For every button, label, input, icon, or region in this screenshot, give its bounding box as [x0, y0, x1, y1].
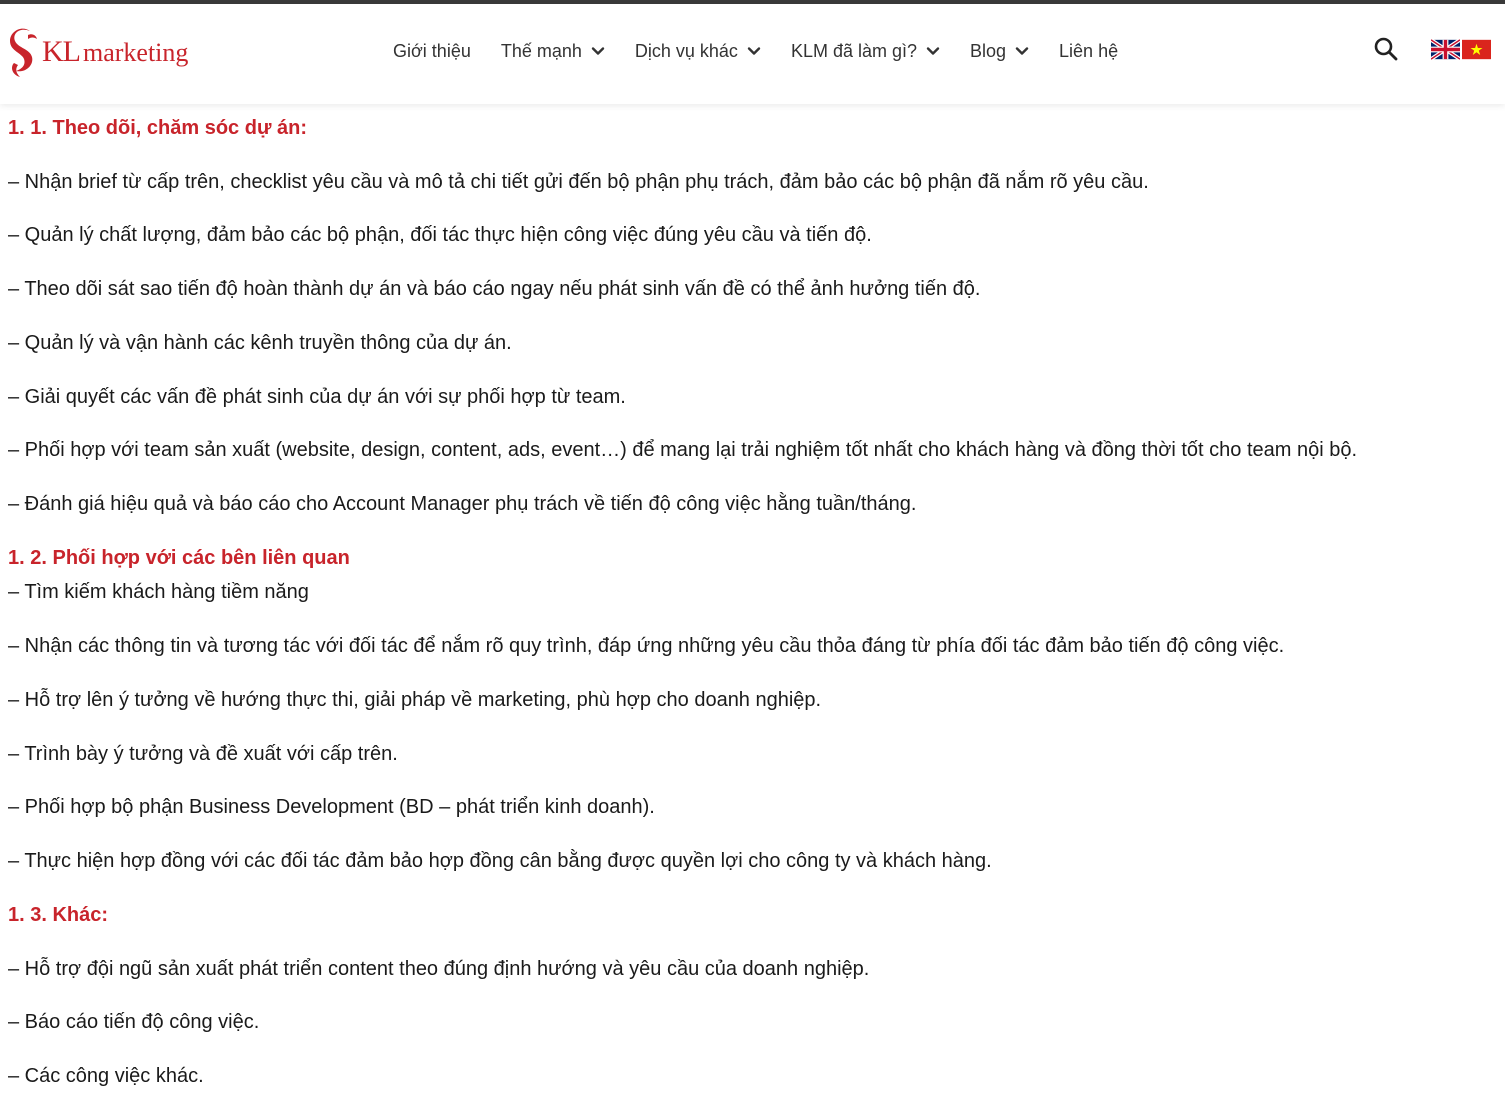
list-item: – Đánh giá hiệu quả và báo cáo cho Account Manager phụ trách về tiến độ công việc hằng tuần/tháng. [8, 493, 917, 515]
uk-flag-icon[interactable] [1431, 39, 1460, 60]
list-item: – Quản lý chất lượng, đảm bảo các bộ phận, đối tác thực hiện công việc đúng yêu cầu và tiến độ. [8, 224, 872, 246]
search-icon[interactable] [1373, 36, 1399, 62]
chevron-down-icon [591, 44, 605, 58]
list-item: – Hỗ trợ đội ngũ sản xuất phát triển content theo đúng định hướng và yêu cầu của doanh nghiệp. [8, 958, 870, 980]
chevron-down-icon [1015, 44, 1029, 58]
logo-wordmark [42, 37, 188, 67]
list-item: – Các công việc khác. [8, 1065, 204, 1087]
list-item: – Theo dõi sát sao tiến độ hoàn thành dự án và báo cáo ngay nếu phát sinh vấn đề có thể ảnh hưởng tiến độ. [8, 278, 981, 300]
nav-item-the-manh[interactable] [501, 41, 605, 62]
site-header [0, 4, 1505, 104]
list-item: – Quản lý và vận hành các kênh truyền thông của dự án. [8, 332, 512, 354]
nav-item-lien-he[interactable] [1059, 41, 1118, 62]
section-heading: 1. 3. Khác: [8, 904, 109, 926]
section-heading: 1. 1. Theo dõi, chăm sóc dự án: [8, 117, 307, 139]
chevron-down-icon [747, 44, 761, 58]
nav-item-label: Giới thiệu [393, 40, 471, 61]
list-item: – Phối hợp với team sản xuất (website, design, content, ads, event…) để mang lại trải nghiệm tốt nhất cho khách hàng và đồng thời tốt cho team nội bộ. [8, 439, 1358, 461]
language-switcher [1431, 39, 1491, 60]
list-item: – Thực hiện hợp đồng với các đối tác đảm bảo hợp đồng cân bằng được quyền lợi cho công ty và khách hàng. [8, 850, 992, 872]
chevron-down-icon [926, 44, 940, 58]
list-item: – Hỗ trợ lên ý tưởng về hướng thực thi, giải pháp về marketing, phù hợp cho doanh nghiệp. [8, 689, 822, 711]
list-item: – Trình bày ý tưởng và đề xuất với cấp trên. [8, 743, 398, 765]
logo[interactable] [6, 22, 188, 82]
nav-item-dich-vu-khac[interactable] [635, 41, 761, 62]
list-item: – Nhận các thông tin và tương tác với đối tác để nắm rõ quy trình, đáp ứng những yêu cầu thỏa đáng từ phía đối tác đảm bảo tiến độ công việc. [8, 635, 1285, 657]
vietnam-flag-icon[interactable] [1462, 39, 1491, 60]
list-item: – Phối hợp bộ phận Business Development (BD – phát triển kinh doanh). [8, 796, 655, 818]
logo-marketing: marketing [83, 38, 189, 67]
main-nav [393, 36, 1148, 66]
list-item: – Báo cáo tiến độ công việc. [8, 1011, 260, 1033]
nav-item-blog[interactable] [970, 41, 1029, 62]
section-heading: 1. 2. Phối hợp với các bên liên quan [8, 547, 350, 569]
nav-item-klm-da-lam-gi[interactable] [791, 41, 940, 62]
list-item: – Giải quyết các vấn đề phát sinh của dự án với sự phối hợp từ team. [8, 386, 626, 408]
nav-item-label: Blog [970, 40, 1007, 61]
dragon-logo-icon [6, 25, 40, 79]
nav-item-label: KLM đã làm gì? [790, 40, 917, 61]
nav-item-label: Liên hệ [1059, 40, 1119, 61]
list-item: – Tìm kiếm khách hàng tiềm năng [8, 581, 309, 603]
nav-item-label: Dịch vụ khác [634, 40, 738, 61]
nav-item-label: Thế mạnh [500, 40, 582, 61]
nav-item-gioi-thieu[interactable] [393, 41, 471, 62]
logo-kl: KL [42, 35, 80, 68]
list-item: – Nhận brief từ cấp trên, checklist yêu cầu và mô tả chi tiết gửi đến bộ phận phụ trách, đảm bảo các bộ phận đã nắm rõ yêu cầu. [8, 171, 1149, 193]
